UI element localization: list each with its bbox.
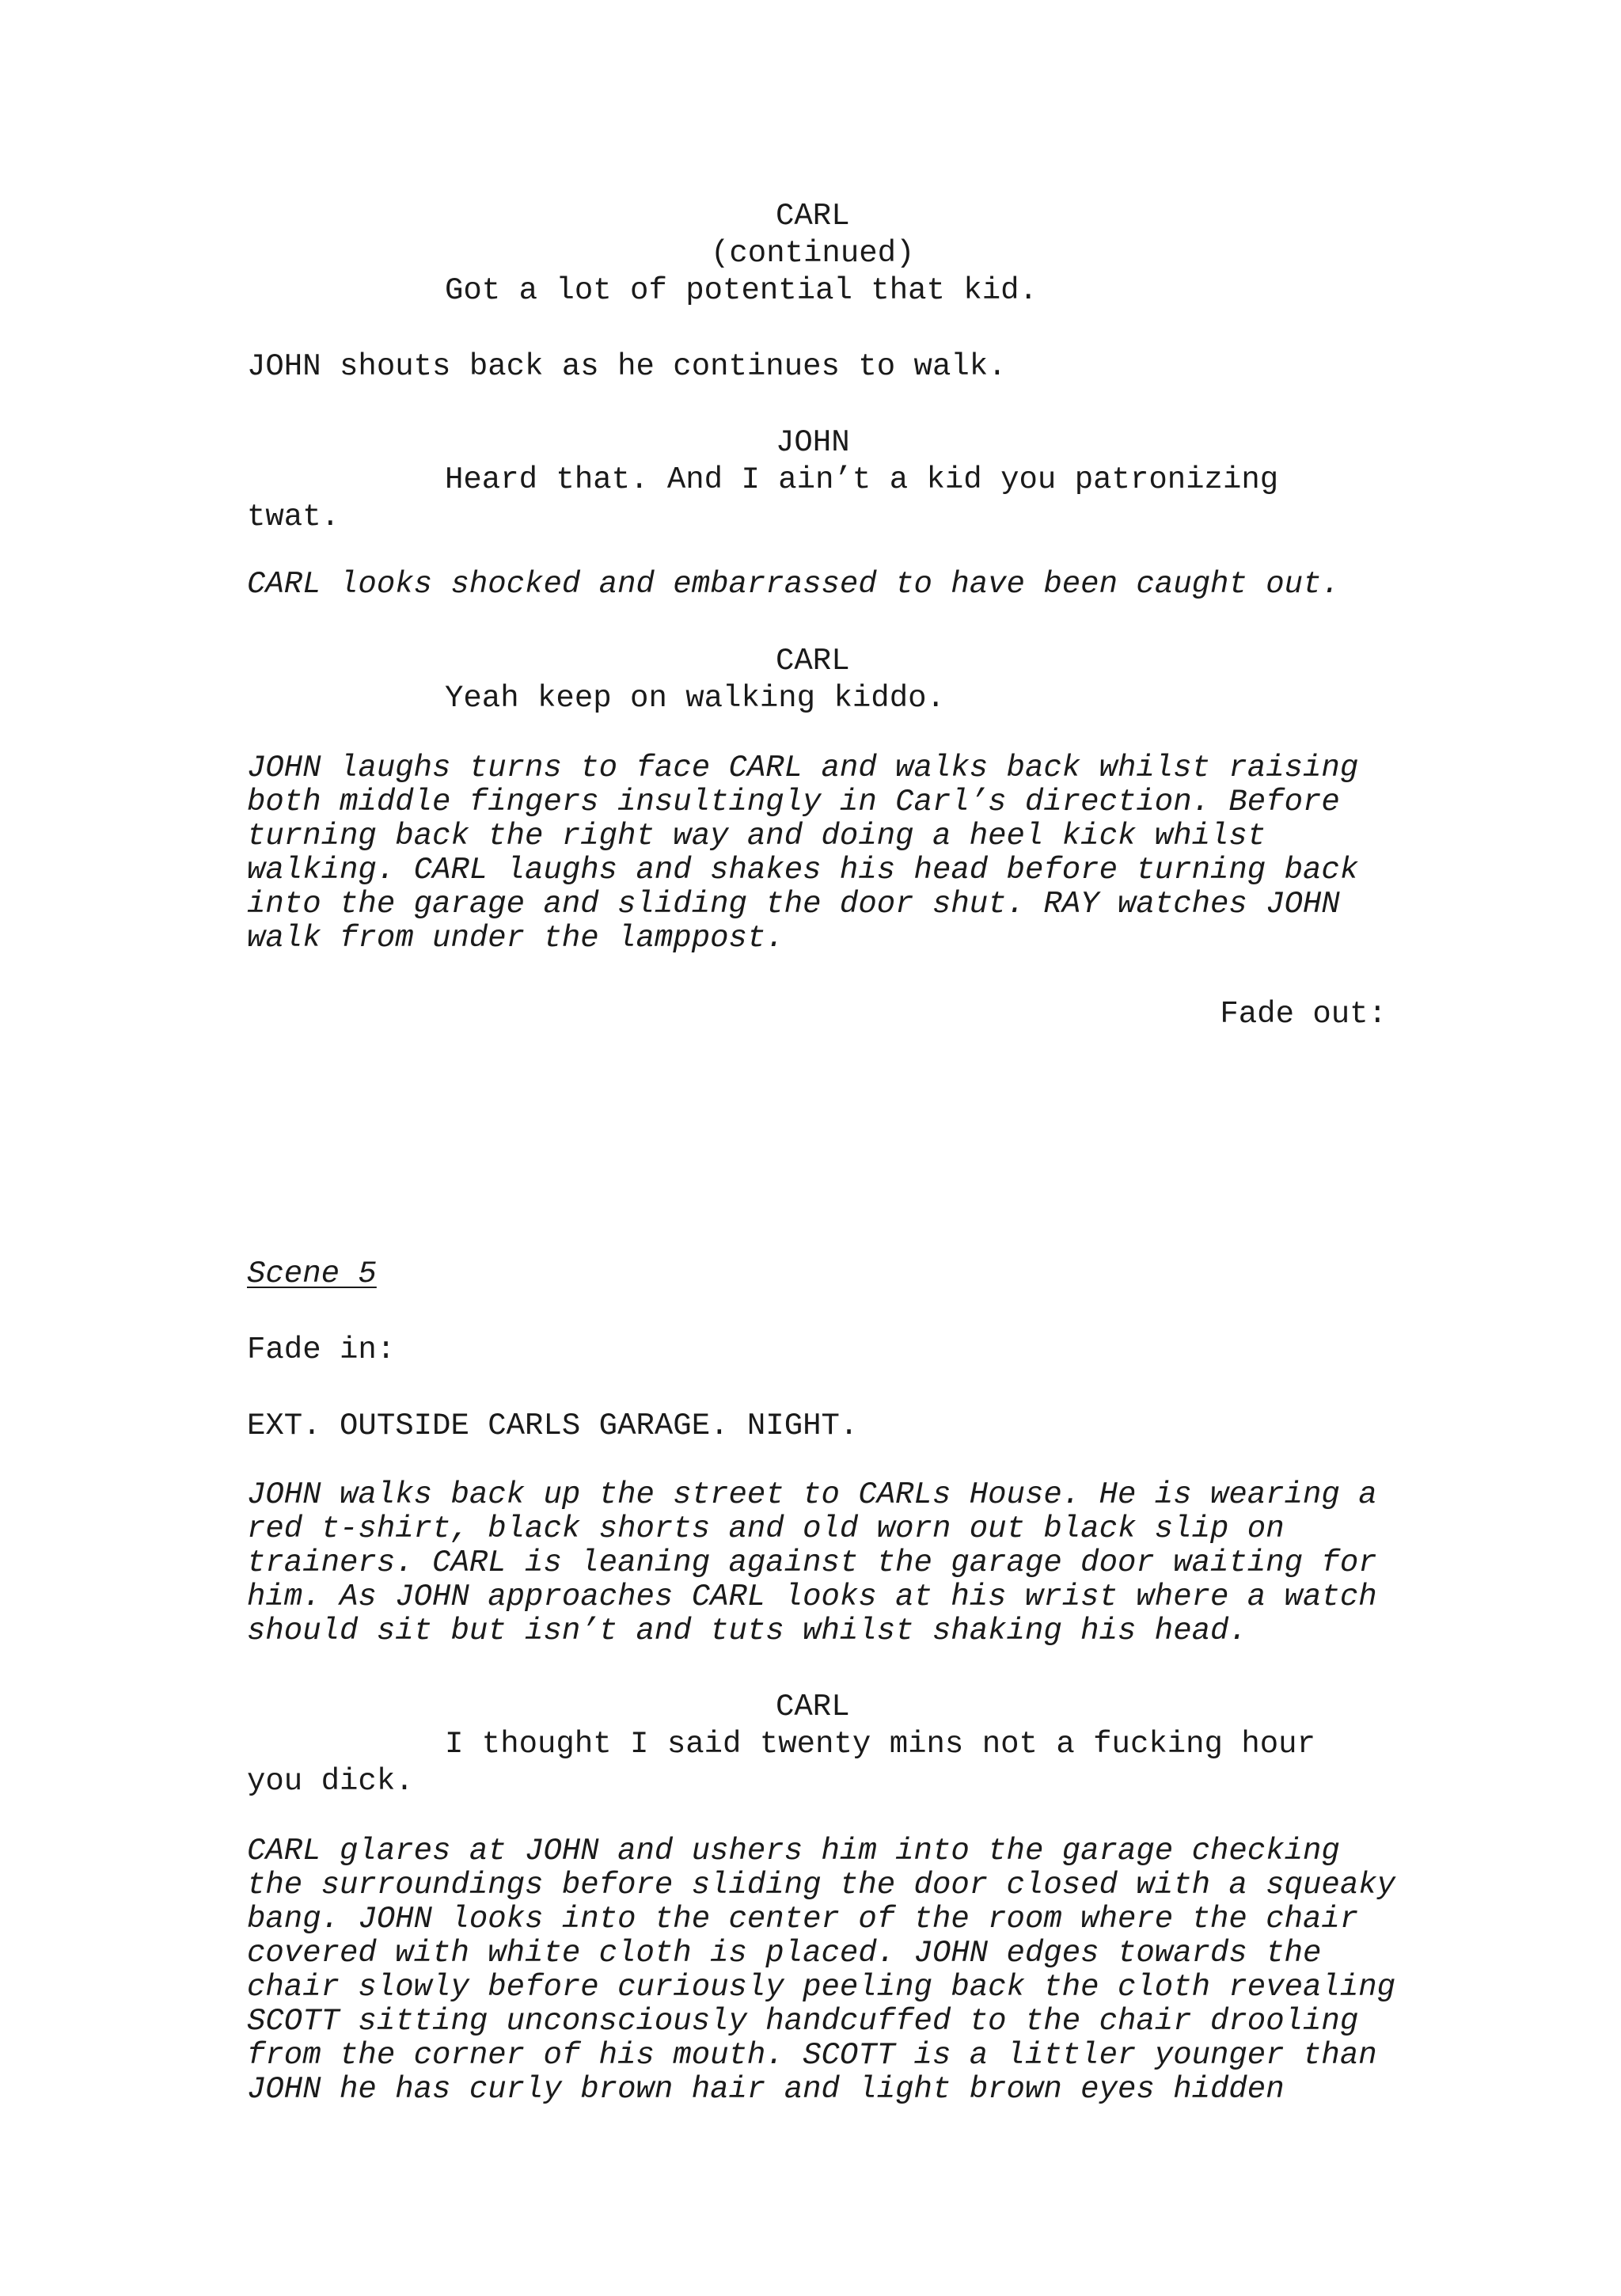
action-line: CARL glares at JOHN and ushers him into the garage checking xyxy=(247,1834,1340,1868)
dialogue-line: Yeah keep on walking kiddo. xyxy=(445,681,945,716)
dialogue-line: Heard that. And I ain’t a kid you patronizing xyxy=(445,462,1279,497)
dialogue-line: twat. xyxy=(247,500,340,534)
action-line: trainers. CARL is leaning against the garage door waiting for xyxy=(247,1545,1377,1580)
character-name: CARL xyxy=(776,199,850,234)
action-line: JOHN shouts back as he continues to walk. xyxy=(247,349,1007,384)
dialogue-line: you dick. xyxy=(247,1764,414,1799)
parenthetical: (continued) xyxy=(711,236,915,271)
action-line: from the corner of his mouth. SCOTT is a littler younger than xyxy=(247,2038,1377,2073)
action-line: JOHN he has curly brown hair and light brown eyes hidden xyxy=(247,2072,1285,2107)
character-name: CARL xyxy=(776,1690,850,1724)
character-name: JOHN xyxy=(776,425,850,460)
action-line: walking. CARL laughs and shakes his head before turning back xyxy=(247,853,1359,888)
action-line: SCOTT sitting unconsciously handcuffed to the chair drooling xyxy=(247,2004,1359,2039)
action-line: walk from under the lamppost. xyxy=(247,921,784,956)
dialogue-line: Got a lot of potential that kid. xyxy=(445,273,1038,308)
action-line: chair slowly before curiously peeling back the cloth revealing xyxy=(247,1970,1396,2005)
action-line: him. As JOHN approaches CARL looks at his wrist where a watch xyxy=(247,1579,1377,1614)
scene-heading: Scene 5 xyxy=(247,1256,377,1291)
transition: Fade out: xyxy=(1220,997,1387,1032)
action-line: into the garage and sliding the door shut. RAY watches JOHN xyxy=(247,887,1340,922)
action-line: should sit but isn’t and tuts whilst shaking his head. xyxy=(247,1614,1247,1648)
action-line: JOHN walks back up the street to CARLs House. He is wearing a xyxy=(247,1477,1377,1512)
action-line: JOHN laughs turns to face CARL and walks back whilst raising xyxy=(247,751,1359,785)
action-line: turning back the right way and doing a heel kick whilst xyxy=(247,819,1266,853)
action-line: both middle fingers insultingly in Carl’s direction. Before xyxy=(247,785,1340,819)
action-line: covered with white cloth is placed. JOHN edges towards the xyxy=(247,1936,1322,1971)
dialogue-line: I thought I said twenty mins not a fucking hour xyxy=(445,1727,1315,1762)
action-line: red t-shirt, black shorts and old worn out black slip on xyxy=(247,1511,1285,1546)
character-name: CARL xyxy=(776,644,850,679)
transition: Fade in: xyxy=(247,1332,396,1367)
action-line: the surroundings before sliding the door closed with a squeaky xyxy=(247,1868,1396,1903)
action-line: bang. JOHN looks into the center of the room where the chair xyxy=(247,1902,1359,1937)
action-line: CARL looks shocked and embarrassed to have been caught out. xyxy=(247,567,1340,602)
slugline: EXT. OUTSIDE CARLS GARAGE. NIGHT. xyxy=(247,1408,859,1443)
